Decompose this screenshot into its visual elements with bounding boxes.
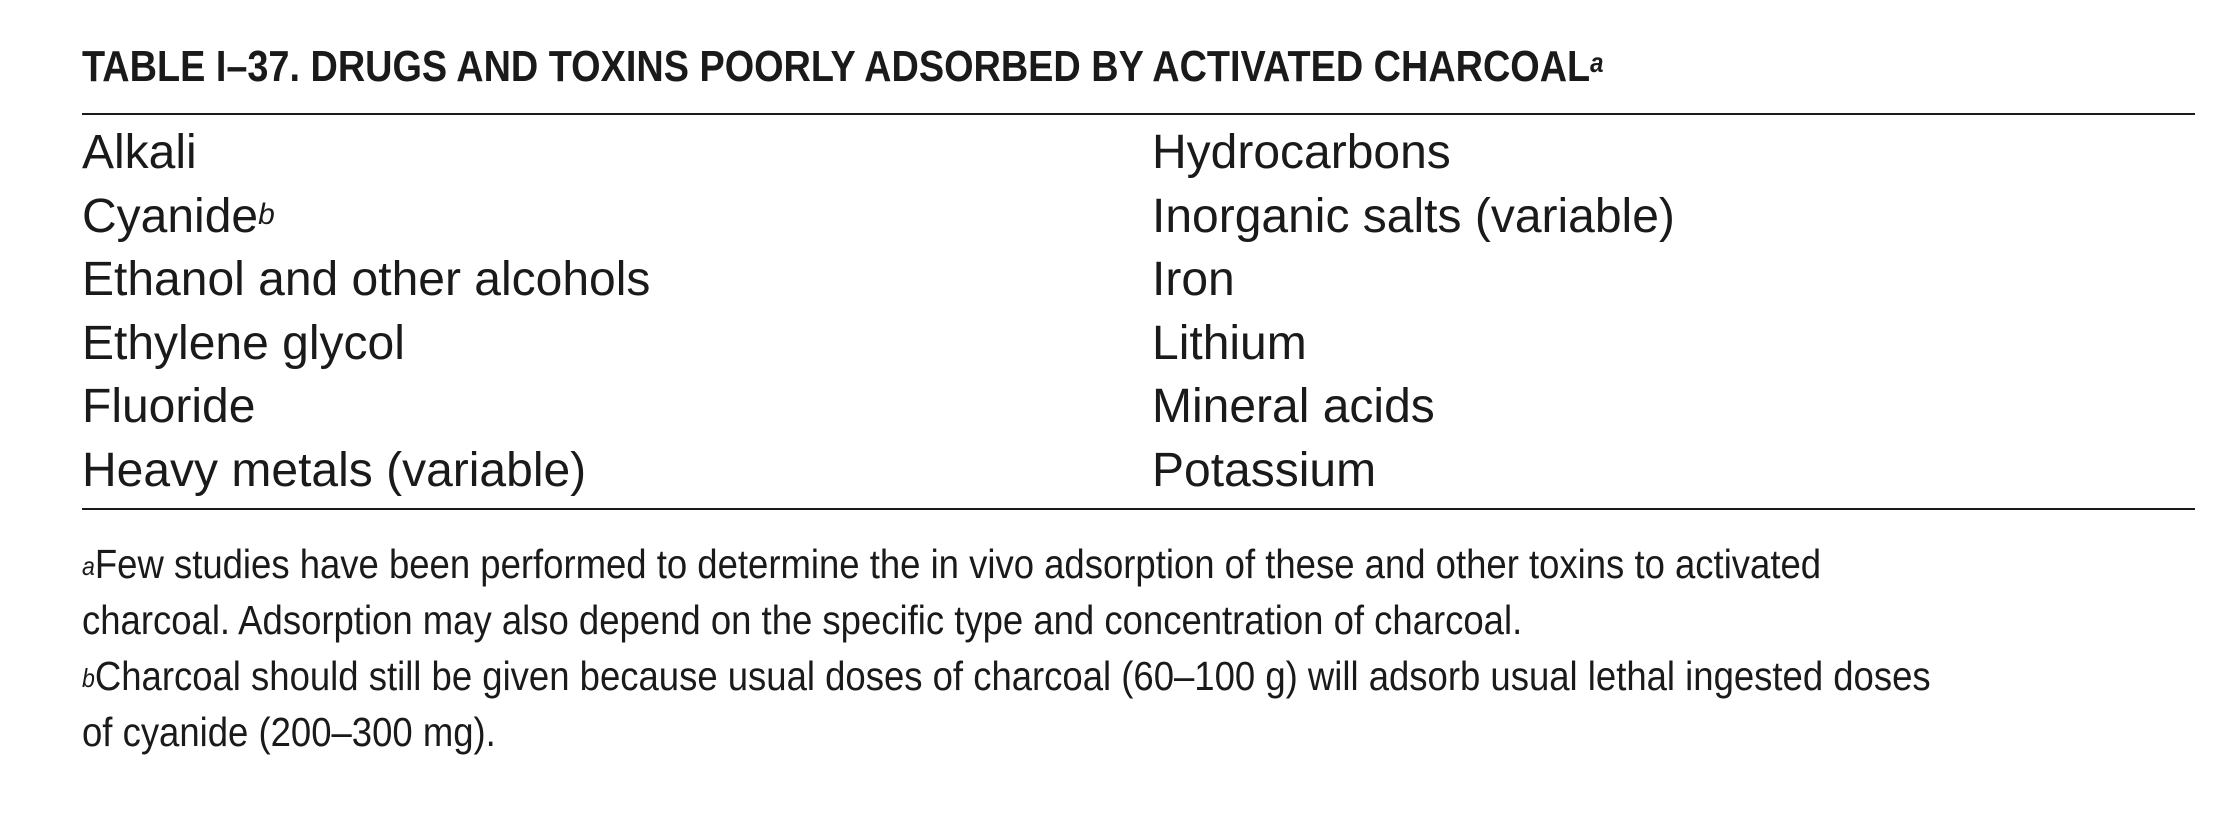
cyanide-footnote-marker: b (258, 197, 275, 231)
footnote-a-marker: a (82, 551, 95, 581)
footnote-a-line-2: charcoal. Adsorption may also depend on the specific type and concentration of charcoal. (82, 597, 1523, 643)
table-body (82, 115, 2195, 502)
footnote-b-line-1: $^b$Charcoal should still be given because usual doses of charcoal (60–100 g) will adsorb usual lethal ingested doses (82, 653, 1931, 699)
list-item: Lithium (1152, 316, 1307, 370)
list-item: Fluoride (82, 380, 256, 433)
table-title-text: TABLE I–37. DRUGS AND TOXINS POORLY ADSORBED BY ACTIVATED CHARCOAL (82, 42, 1591, 91)
list-item: Iron (1152, 253, 1235, 306)
list-item: Alkali (82, 126, 197, 179)
footnotes (82, 536, 2195, 760)
list-item: Hydrocarbons (1152, 126, 1451, 179)
list-item: Cyanide$^b$ (82, 189, 275, 243)
list-item: Potassium (1152, 443, 1377, 497)
right-column (1152, 121, 2152, 502)
title-footnote-marker: a (1590, 47, 1604, 78)
table-title (82, 38, 1899, 96)
left-column (82, 121, 1152, 502)
footnote-b-marker: b (82, 663, 95, 693)
list-item: Mineral acids (1152, 380, 1435, 433)
bottom-rule (82, 508, 2195, 510)
list-item: Inorganic salts (variable) (1152, 189, 1675, 243)
list-item: Ethanol and other alcohols (82, 253, 651, 306)
list-item: Heavy metals (variable) (82, 443, 587, 497)
footnote-a-line-1: $^a$Few studies have been performed to determine the in vivo adsorption of these and other toxins to activated (82, 541, 1822, 587)
footnote-b-line-2: of cyanide (200–300 mg). (82, 709, 496, 755)
table-document (82, 38, 2195, 760)
list-item: Ethylene glycol (82, 316, 405, 370)
